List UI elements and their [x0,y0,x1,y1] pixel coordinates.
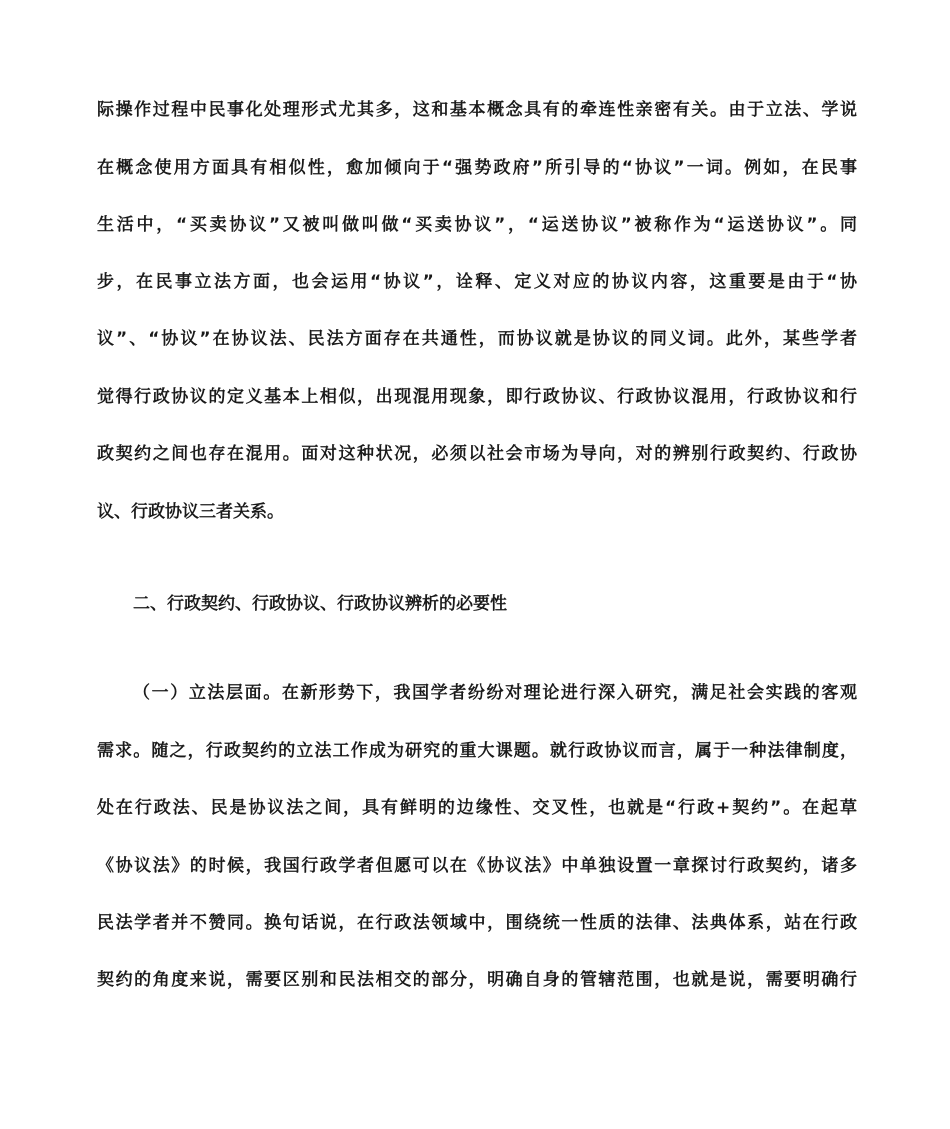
paragraph-line: 在概念使用方面具有相似性，愈加倾向于“强势政府”所引导的“协议”一词。例如，在民事 [97,158,857,178]
paragraph-line: 议”、“协议”在协议法、民法方面存在共通性，而协议就是协议的同义词。此外，某些学者 [97,329,857,349]
paragraph-line: 政契约之间也存在混用。面对这种状况，必须以社会市场为导向，对的辨别行政契约、行政协 [97,444,857,464]
section-heading: 二、行政契约、行政协议、行政协议辨析的必要性 [133,594,507,614]
paragraph-line: 《协议法》的时候，我国行政学者但愿可以在《协议法》中单独设置一章探讨行政契约，诸多 [97,856,857,876]
paragraph-line: 民法学者并不赞同。换句话说，在行政法领域中，围绕统一性质的法律、法典体系，站在行政 [97,913,857,933]
paragraph-line: （一）立法层面。在新形势下，我国学者纷纷对理论进行深入研究，满足社会实践的客观 [133,683,857,703]
paragraph-line: 议、行政协议三者关系。 [97,502,284,522]
paragraph-line: 契约的角度来说，需要区别和民法相交的部分，明确自身的管辖范围，也就是说，需要明确行 [97,970,857,990]
paragraph-line: 需求。随之，行政契约的立法工作成为研究的重大课题。就行政协议而言，属于一种法律制度， [97,741,857,761]
paragraph-line: 际操作过程中民事化处理形式尤其多，这和基本概念具有的牵连性亲密有关。由于立法、学说 [97,100,857,120]
paragraph-line: 生活中，“买卖协议”又被叫做叫做“买卖协议”，“运送协议”被称作为“运送协议”。同 [97,215,857,235]
paragraph-line: 觉得行政协议的定义基本上相似，出现混用现象，即行政协议、行政协议混用，行政协议和行 [97,387,857,407]
paragraph-line: 步，在民事立法方面，也会运用“协议”，诠释、定义对应的协议内容，这重要是由于“协 [97,272,857,292]
paragraph-line: 处在行政法、民是协议法之间，具有鲜明的边缘性、交叉性，也就是“行政+契约”。在起草 [97,798,857,818]
